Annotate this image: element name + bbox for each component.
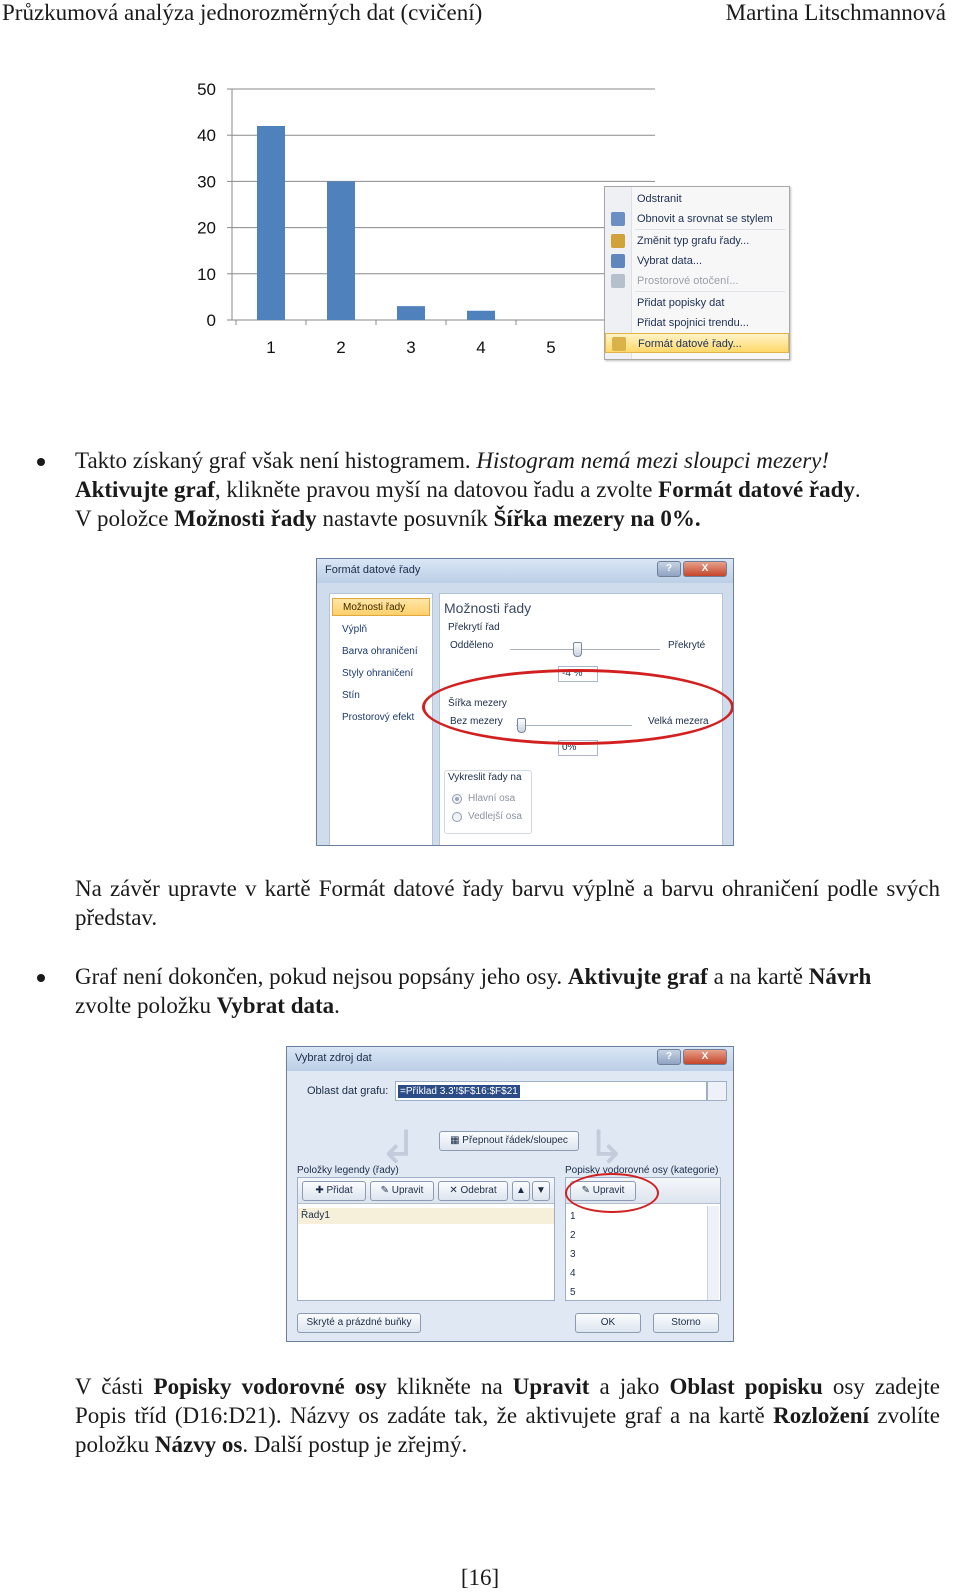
axis-label-item[interactable]: 4 <box>570 1268 576 1279</box>
running-header-title: Průzkumová analýza jednorozměrných dat (cvičení) <box>2 0 483 25</box>
axis-labels-list <box>568 1208 704 1300</box>
secondary-axis-label: Vedlejší osa <box>468 811 522 822</box>
overlap-label: Překrytí řad <box>448 622 500 633</box>
chart-range-input[interactable]: =Příklad 3.3'!$F$16:$F$21 <box>395 1081 707 1101</box>
context-menu-item[interactable] <box>605 251 789 271</box>
category-shadow[interactable]: Stín <box>342 690 360 701</box>
context-menu-item-label: Formát datové řady... <box>638 338 742 350</box>
gap-left-label: Bez mezery <box>450 716 503 727</box>
reset-style-icon <box>611 212 625 226</box>
page-number: [16] <box>460 1565 500 1590</box>
series-context-menu <box>604 186 790 360</box>
ok-button[interactable]: OK <box>575 1313 641 1333</box>
y-tick-label: 0 <box>206 311 216 330</box>
close-button[interactable]: X <box>683 561 727 577</box>
format-categories-list <box>329 593 433 846</box>
category-series-options[interactable]: Možnosti řady <box>332 598 430 616</box>
context-menu-item-label: Odstranit <box>637 193 682 205</box>
bar[interactable] <box>257 126 285 320</box>
category-3d-effect[interactable]: Prostorový efekt <box>342 712 415 723</box>
context-menu-item[interactable] <box>605 189 789 209</box>
y-tick-label: 40 <box>197 126 216 146</box>
select-data-source-dialog <box>286 1046 734 1342</box>
context-menu-item-label: Prostorové otočení... <box>637 275 739 287</box>
axis-label-item[interactable]: 2 <box>570 1230 576 1241</box>
context-menu-item[interactable] <box>605 209 789 229</box>
x-tick-label: 3 <box>406 338 416 357</box>
overlap-value-field[interactable]: -4 % <box>558 666 598 682</box>
x-tick-label: 1 <box>266 338 276 357</box>
x-tick-label: 2 <box>336 338 346 357</box>
bullet <box>37 974 45 982</box>
cancel-button[interactable]: Storno <box>653 1313 719 1333</box>
context-menu-item-label: Přidat popisky dat <box>637 297 725 309</box>
panel-heading: Možnosti řady <box>444 600 532 616</box>
paragraph-histogram-note: Takto získaný graf však není histogramem. Histogram nemá mezi sloupci mezery! Aktivujte graf, klikněte pravou myší na datovou řadu a zvolte Formát datové řady. V položce Možnosti řady nastavte posuvník Šířka mezery na 0%. <box>75 448 861 531</box>
move-left-arrow-icon: ↲ <box>379 1121 418 1173</box>
bar[interactable] <box>327 181 355 320</box>
edit-axis-labels-button[interactable]: ✎ Upravit <box>570 1181 636 1201</box>
y-tick-label: 50 <box>197 80 216 99</box>
primary-axis-label: Hlavní osa <box>468 793 516 804</box>
bar-chart <box>180 70 660 370</box>
category-fill[interactable]: Výplň <box>342 624 368 635</box>
context-menu-item-label: Přidat spojnici trendu... <box>637 317 749 329</box>
chart-range-label: Oblast dat grafu: <box>307 1085 389 1097</box>
gap-right-label: Velká mezera <box>648 716 709 727</box>
x-tick-label: 4 <box>476 338 486 357</box>
overlap-left-label: Odděleno <box>450 640 494 651</box>
help-button[interactable]: ? <box>657 561 681 577</box>
edit-series-button[interactable]: ✎ Upravit <box>370 1181 434 1201</box>
range-picker-icon[interactable] <box>707 1081 727 1101</box>
legend-entries-label: Položky legendy (řady) <box>297 1165 399 1176</box>
y-tick-label: 20 <box>197 218 216 238</box>
menu-separator <box>635 229 785 230</box>
category-border-color[interactable]: Barva ohraničení <box>342 646 418 657</box>
move-up-button[interactable]: ▲ <box>512 1181 530 1201</box>
format-series-dialog <box>316 558 734 846</box>
help-button[interactable]: ? <box>657 1049 681 1065</box>
secondary-axis-radio[interactable] <box>452 812 462 822</box>
overlap-slider-thumb[interactable] <box>573 642 582 657</box>
context-menu-item[interactable] <box>605 231 789 251</box>
move-right-arrow-icon: ↳ <box>587 1121 626 1173</box>
axis-label-item[interactable]: 1 <box>570 1211 576 1222</box>
x-tick-label: 5 <box>546 338 556 357</box>
overlap-slider-track <box>510 649 660 650</box>
axis-list-scrollbar[interactable] <box>707 1206 719 1300</box>
y-tick-label: 10 <box>197 264 216 284</box>
context-menu-item-label: Obnovit a srovnat se stylem <box>637 213 773 225</box>
select-data-icon <box>611 254 625 268</box>
bullet <box>37 458 45 466</box>
remove-series-button[interactable]: ✕ Odebrat <box>438 1181 508 1201</box>
context-menu-item-label: Vybrat data... <box>637 255 703 267</box>
gap-value-field[interactable]: 0% <box>558 740 598 756</box>
add-series-button[interactable]: ✚ Přidat <box>302 1181 366 1201</box>
menu-separator <box>635 291 785 292</box>
format-series-icon <box>612 337 626 351</box>
context-menu-item <box>605 271 789 291</box>
y-tick-label: 30 <box>197 172 216 192</box>
primary-axis-radio[interactable] <box>452 794 462 804</box>
paragraph-axis-labels: V části Popisky vodorovné osy klikněte na Upravit a jako Oblast popisku osy zadejte Popis tříd (D16:D21). Názvy os zadáte tak, že aktivujete graf a na kartě Rozložení zvolíte položku Názvy os. Další postup je zřejmý. <box>75 1374 940 1457</box>
bar[interactable] <box>467 311 495 320</box>
rotation-icon <box>611 274 625 288</box>
dialog-title: Formát datové řady <box>317 559 733 583</box>
axis-labels-label: Popisky vodorovné osy (kategorie) <box>565 1165 719 1176</box>
context-menu-item[interactable] <box>605 293 789 313</box>
context-menu-item[interactable] <box>605 333 789 353</box>
axis-label-item[interactable]: 3 <box>570 1249 576 1260</box>
gap-width-label: Šířka mezery <box>448 698 507 709</box>
hidden-empty-cells-button[interactable]: Skryté a prázdné buňky <box>297 1313 421 1333</box>
axis-label-item[interactable]: 5 <box>570 1287 576 1298</box>
move-down-button[interactable]: ▼ <box>532 1181 550 1201</box>
running-header-author: Martina Litschmannová <box>725 0 946 25</box>
gap-width-highlight-ellipse <box>422 669 734 745</box>
context-menu-item[interactable] <box>605 313 789 333</box>
overlap-right-label: Překryté <box>668 640 706 651</box>
paragraph-format-colors: Na závěr upravte v kartě Formát datové řady barvu výplně a barvu ohraničení podle svých představ. <box>75 876 940 930</box>
bar[interactable] <box>397 306 425 320</box>
switch-row-column-button[interactable]: ▦ Přepnout řádek/sloupec <box>439 1131 579 1151</box>
chart-type-icon <box>611 234 625 248</box>
context-menu-item-label: Změnit typ grafu řady... <box>637 235 750 247</box>
plot-series-on-label: Vykreslit řady na <box>448 772 522 783</box>
series-list-item[interactable]: Řady1 <box>298 1208 554 1224</box>
legend-entries-pane <box>297 1177 555 1301</box>
close-button[interactable]: X <box>683 1049 727 1065</box>
dialog-title: Vybrat zdroj dat <box>287 1047 733 1071</box>
category-border-styles[interactable]: Styly ohraničení <box>342 668 414 679</box>
edit-axis-highlight-ellipse <box>565 1173 659 1213</box>
paragraph-select-data: Graf není dokončen, pokud nejsou popsány jeho osy. Aktivujte graf a na kartě Návrh zvolte položku Vybrat data. <box>75 964 872 1018</box>
